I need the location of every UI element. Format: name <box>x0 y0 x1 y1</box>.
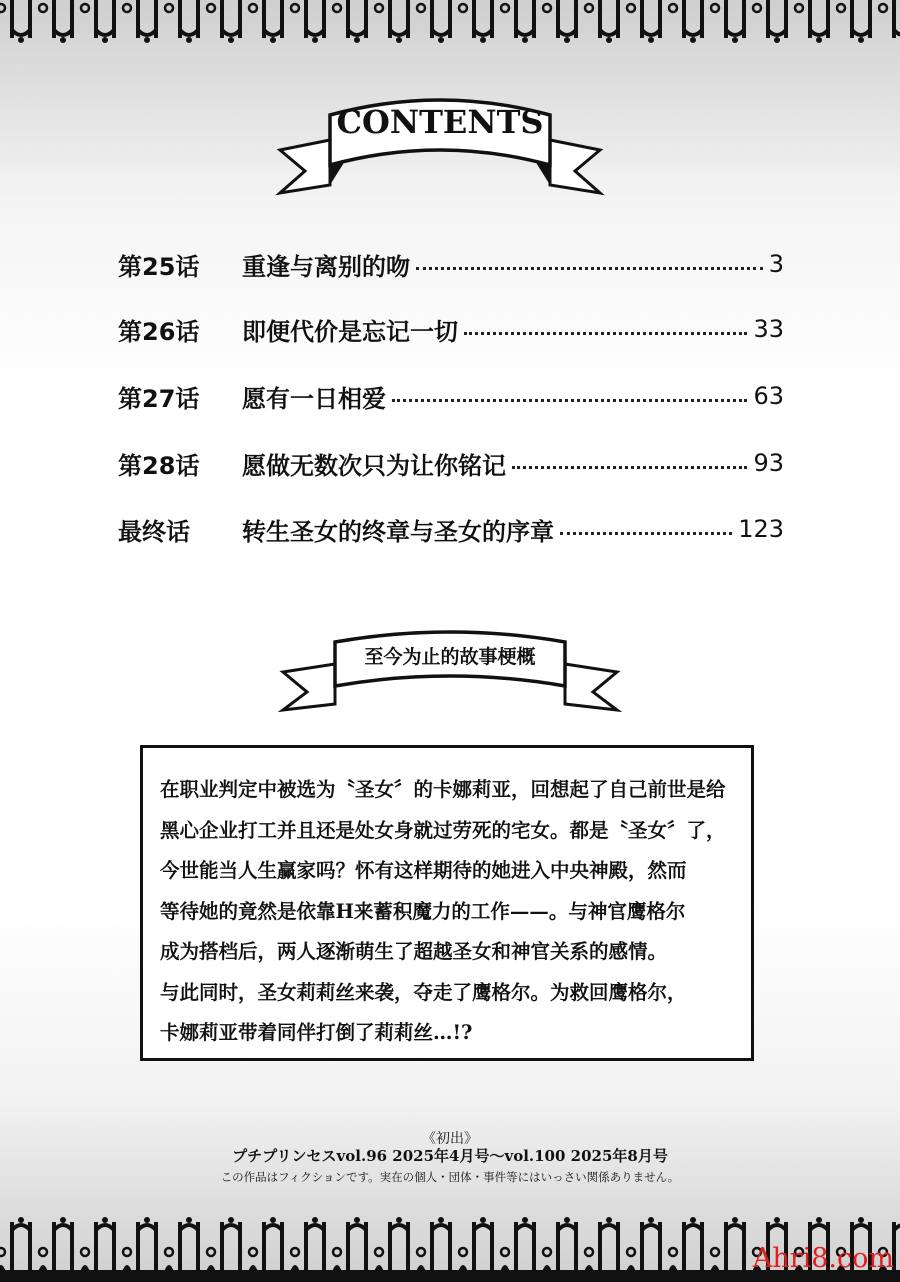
ornament-motif <box>248 1217 282 1272</box>
ornament-motif <box>122 1217 156 1272</box>
ornament-motif <box>458 1217 492 1272</box>
synopsis-line: 与此同时，圣女莉莉丝来袭，夺走了鹰格尔。为救回鹰格尔， <box>160 980 687 1004</box>
contents-title: CONTENTS <box>336 103 544 141</box>
chapter-number: 第25话 <box>118 252 200 281</box>
ornament-motif <box>0 0 30 43</box>
contents-banner <box>270 85 610 200</box>
ornament-motif <box>38 1217 72 1272</box>
ornament-motif <box>542 1217 576 1272</box>
toc-entry[interactable] <box>118 247 784 281</box>
toc-entry[interactable] <box>118 512 784 546</box>
ornament-motif <box>332 0 366 43</box>
ornament-motif <box>290 0 324 43</box>
ornament-motif <box>122 0 156 43</box>
watermark: Ahri8.com <box>752 1243 894 1274</box>
chapter-number: 第28话 <box>118 451 200 480</box>
origin-label: 《初出》 <box>422 1131 478 1147</box>
toc-entry[interactable] <box>118 379 784 413</box>
synopsis-line: 黑心企业打工并且还是处女身就过劳死的宅女。都是〝圣女〞了， <box>160 818 726 842</box>
ornament-motif <box>584 0 618 43</box>
ornament-motif <box>836 0 870 43</box>
toc-entry[interactable] <box>118 312 784 346</box>
synopsis-banner <box>275 622 625 717</box>
synopsis-line: 卡娜莉亚带着同伴打倒了莉莉丝…!? <box>160 1021 473 1044</box>
ornament-motif <box>332 1217 366 1272</box>
chapter-number: 最终话 <box>118 517 190 546</box>
page-number: 93 <box>753 449 784 477</box>
ornament-motif <box>710 1217 744 1272</box>
synopsis-box <box>140 745 754 1061</box>
ornament-motif <box>164 1217 198 1272</box>
page-number: 3 <box>768 250 784 278</box>
ornament-motif <box>542 0 576 43</box>
page-number: 33 <box>753 315 784 343</box>
ornament-motif <box>626 1217 660 1272</box>
ornamental-border-top <box>0 0 900 48</box>
disclaimer: この作品はフィクションです。実在の個人・団体・事件等にはいっさい関係ありません。 <box>220 1170 680 1184</box>
dot-leader <box>416 267 763 270</box>
ornament-motif <box>626 0 660 43</box>
ornament-motif <box>80 1217 114 1272</box>
ornament-motif <box>0 1217 30 1272</box>
ornament-motif <box>374 1217 408 1272</box>
ornament-motif <box>416 1217 450 1272</box>
synopsis-line: 今世能当人生赢家吗？怀有这样期待的她进入中央神殿，然而 <box>160 859 687 882</box>
page-number: 63 <box>753 382 784 410</box>
ornament-motif <box>206 0 240 43</box>
ornament-motif <box>248 0 282 43</box>
ornament-motif <box>584 1217 618 1272</box>
synopsis-line: 等待她的竟然是依靠H来蓄积魔力的工作——。与神官鹰格尔 <box>160 899 686 923</box>
dot-leader <box>512 466 747 469</box>
ornament-motif <box>668 0 702 43</box>
synopsis-title: 至今为止的故事梗概 <box>364 646 536 668</box>
toc-entry[interactable] <box>118 446 784 480</box>
chapter-number: 第27话 <box>118 384 200 413</box>
ornament-motif <box>206 1217 240 1272</box>
chapter-title: 重逢与离别的吻 <box>242 252 410 281</box>
ornament-motif <box>500 1217 534 1272</box>
ornament-motif <box>668 1217 702 1272</box>
ornament-motif <box>80 0 114 43</box>
chapter-title: 愿有一日相爱 <box>242 384 386 413</box>
ornament-motif <box>164 0 198 43</box>
page-number: 123 <box>738 515 784 543</box>
ornament-motif <box>416 0 450 43</box>
chapter-number: 第26话 <box>118 317 200 346</box>
dot-leader <box>464 332 747 335</box>
ornament-motif <box>38 0 72 43</box>
ornament-motif <box>290 1217 324 1272</box>
ornament-motif <box>500 0 534 43</box>
dot-leader <box>560 532 732 535</box>
dot-leader <box>392 399 747 402</box>
chapter-title: 转生圣女的终章与圣女的序章 <box>242 517 554 546</box>
ornament-motif <box>794 0 828 43</box>
ornament-motif <box>458 0 492 43</box>
ornament-motif <box>710 0 744 43</box>
ornament-motif <box>374 0 408 43</box>
ornament-motif <box>752 0 786 43</box>
chapter-title: 愿做无数次只为让你铭记 <box>242 451 506 480</box>
ornament-motif <box>878 0 900 43</box>
synopsis-line: 成为搭档后，两人逐渐萌生了超越圣女和神官关系的感情。 <box>160 940 668 963</box>
chapter-title: 即便代价是忘记一切 <box>242 317 458 346</box>
origin-text: プチプリンセスvol.96 2025年4月号～vol.100 2025年8月号 <box>232 1147 668 1165</box>
synopsis-line: 在职业判定中被选为〝圣女〞的卡娜莉亚，回想起了自己前世是给 <box>160 778 726 801</box>
